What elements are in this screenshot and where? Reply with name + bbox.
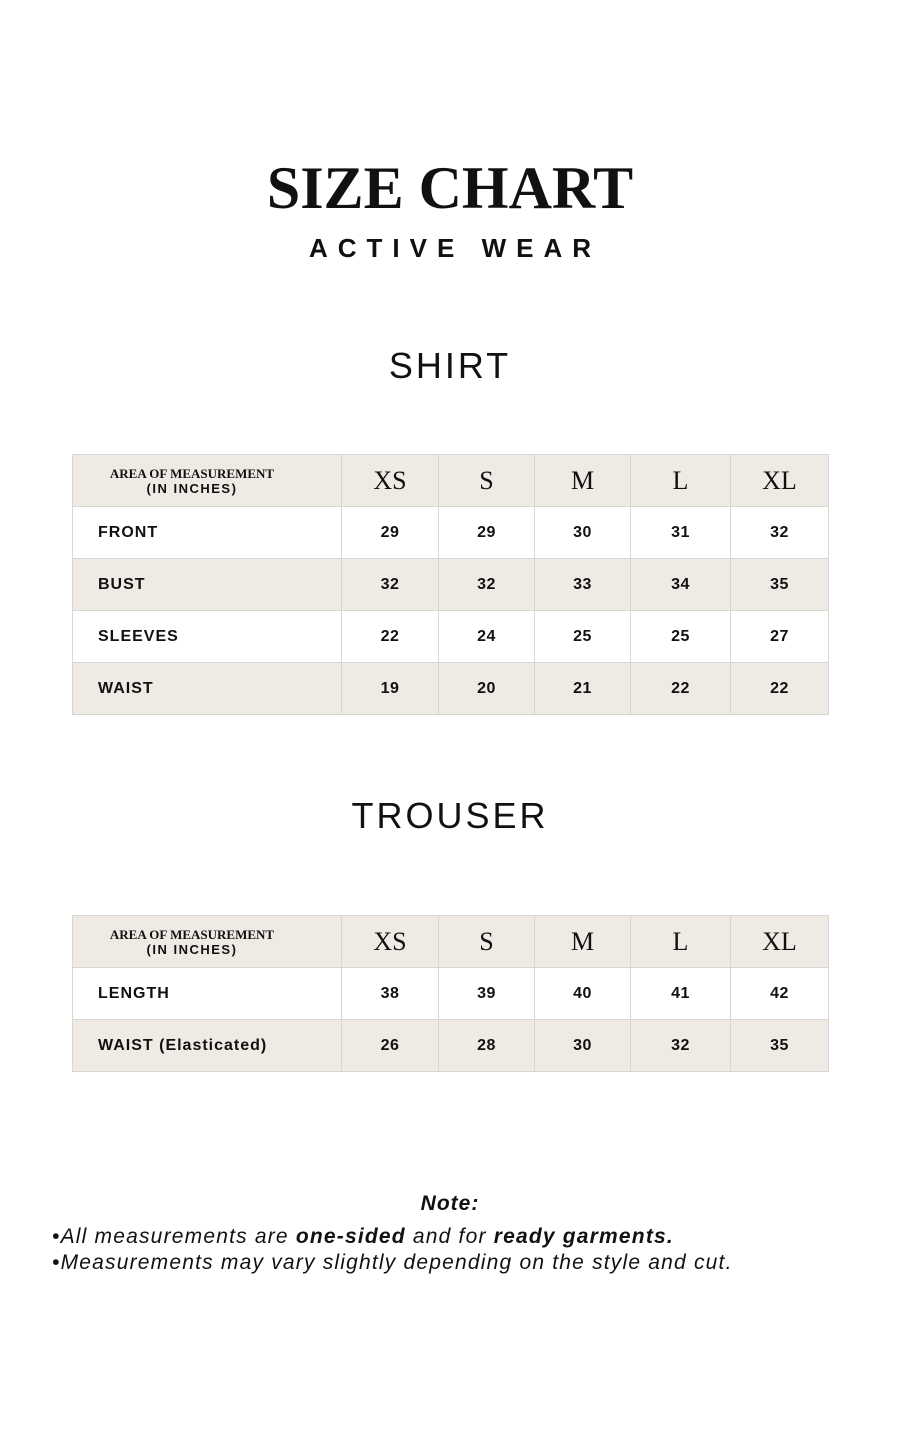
- table-cell: 21: [535, 663, 631, 715]
- table-row: [73, 507, 829, 559]
- table-cell: 22: [631, 663, 731, 715]
- page-subtitle: ACTIVE WEAR: [309, 233, 601, 263]
- note-line-2: [52, 1249, 892, 1277]
- bullet: •: [52, 1251, 61, 1274]
- size-header-m: M: [535, 455, 631, 507]
- table-cell: 34: [631, 559, 731, 611]
- table-cell: 28: [439, 1020, 535, 1072]
- area-header-line2: (IN INCHES): [146, 941, 238, 957]
- note-emphasis: ready garments.: [493, 1225, 674, 1248]
- table-cell: 22: [342, 611, 439, 663]
- row-label: WAIST (Elasticated): [73, 1020, 342, 1072]
- table-cell: 26: [342, 1020, 439, 1072]
- table-cell: 20: [439, 663, 535, 715]
- table-cell: 39: [439, 968, 535, 1020]
- table-cell: 35: [731, 559, 829, 611]
- table-cell: 32: [439, 559, 535, 611]
- area-header-line1: AREA OF MEASUREMENT: [109, 465, 275, 481]
- row-label: BUST: [73, 559, 342, 611]
- table-cell: 31: [631, 507, 731, 559]
- table-cell: 35: [731, 1020, 829, 1072]
- table-cell: 25: [631, 611, 731, 663]
- table-row: [73, 663, 829, 715]
- row-label: SLEEVES: [73, 611, 342, 663]
- table-cell: 25: [535, 611, 631, 663]
- table-cell: 29: [439, 507, 535, 559]
- shirt-section-title: SHIRT: [388, 345, 512, 386]
- size-header-l: L: [631, 916, 731, 968]
- row-label: LENGTH: [73, 968, 342, 1020]
- table-header-row: [73, 916, 829, 968]
- table-header-row: [73, 455, 829, 507]
- note-line-1: [52, 1223, 892, 1251]
- size-header-s: S: [439, 455, 535, 507]
- table-row: [73, 611, 829, 663]
- bullet: •: [52, 1225, 61, 1248]
- area-of-measurement-header: [73, 455, 342, 507]
- table-cell: 42: [731, 968, 829, 1020]
- note-text: and for: [405, 1225, 494, 1248]
- trouser-size-table: [72, 915, 829, 1072]
- size-header-xs: XS: [342, 455, 439, 507]
- table-cell: 29: [342, 507, 439, 559]
- table-cell: 32: [342, 559, 439, 611]
- note-text: All measurements are: [60, 1225, 296, 1248]
- size-header-xl: XL: [731, 455, 829, 507]
- table-row: [73, 968, 829, 1020]
- trouser-section-title: TROUSER: [351, 795, 549, 836]
- table-row: [73, 1020, 829, 1072]
- table-cell: 33: [535, 559, 631, 611]
- table-cell: 30: [535, 1020, 631, 1072]
- table-cell: 41: [631, 968, 731, 1020]
- table-cell: 27: [731, 611, 829, 663]
- area-of-measurement-header: [73, 916, 342, 968]
- table-cell: 32: [731, 507, 829, 559]
- size-header-xs: XS: [342, 916, 439, 968]
- size-header-m: M: [535, 916, 631, 968]
- table-cell: 22: [731, 663, 829, 715]
- size-header-s: S: [439, 916, 535, 968]
- area-header-line1: AREA OF MEASUREMENT: [109, 926, 275, 942]
- area-header-line2: (IN INCHES): [146, 480, 238, 496]
- table-cell: 40: [535, 968, 631, 1020]
- shirt-size-table: [72, 454, 829, 715]
- size-header-xl: XL: [731, 916, 829, 968]
- row-label: WAIST: [73, 663, 342, 715]
- note-heading: Note:: [420, 1192, 480, 1215]
- table-cell: 32: [631, 1020, 731, 1072]
- table-cell: 30: [535, 507, 631, 559]
- note-text: Measurements may vary slightly depending on the style and cut.: [60, 1251, 733, 1274]
- table-cell: 24: [439, 611, 535, 663]
- page-title: SIZE CHART: [266, 155, 634, 221]
- row-label: FRONT: [73, 507, 342, 559]
- table-cell: 19: [342, 663, 439, 715]
- note-emphasis: one-sided: [295, 1225, 406, 1248]
- size-header-l: L: [631, 455, 731, 507]
- table-row: [73, 559, 829, 611]
- table-cell: 38: [342, 968, 439, 1020]
